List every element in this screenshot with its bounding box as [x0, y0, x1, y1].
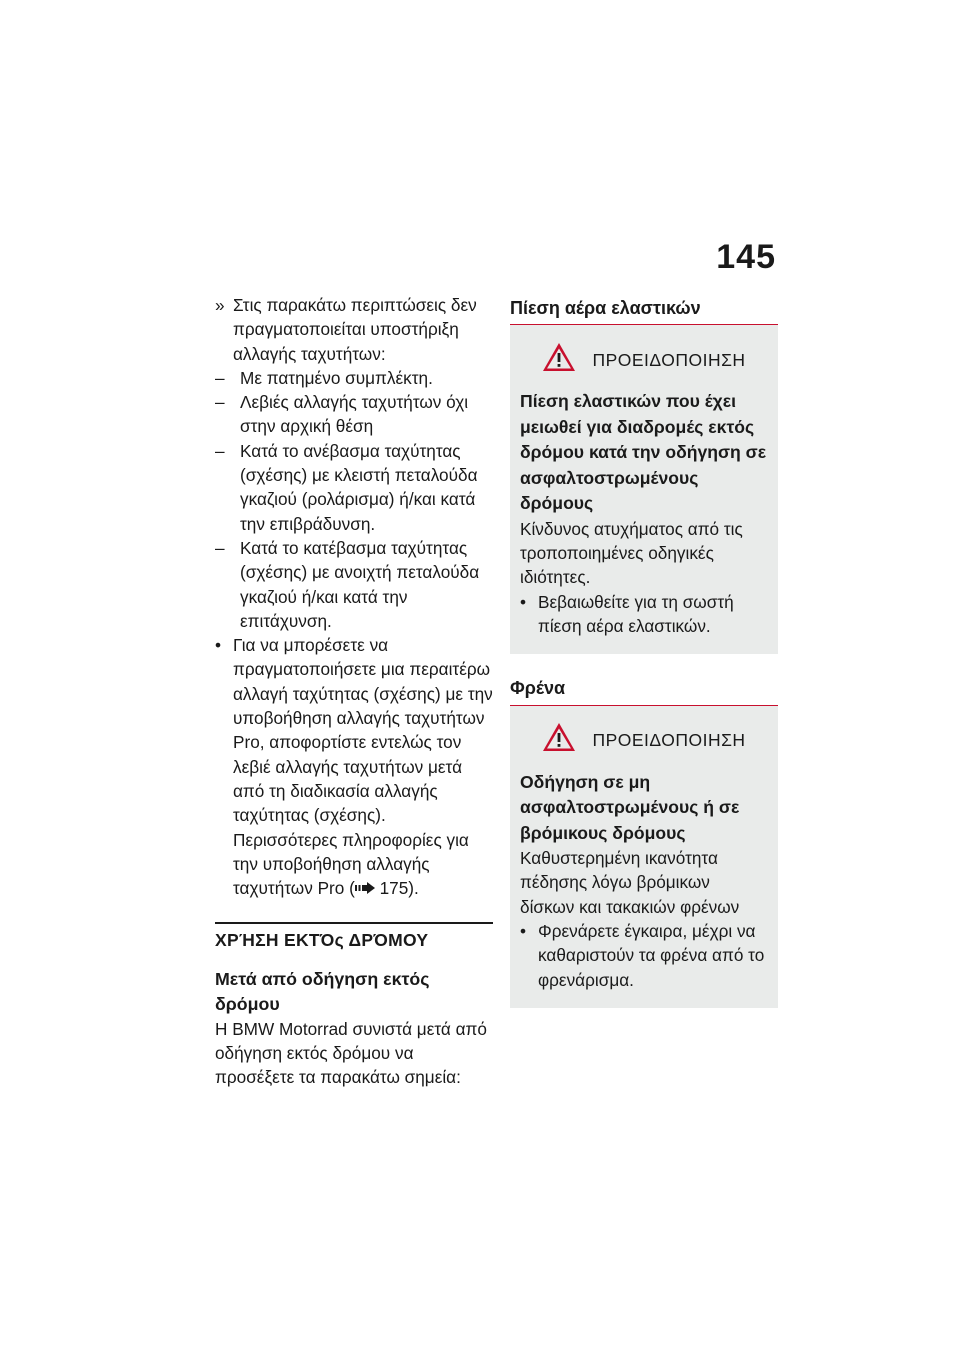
bullet-text: Για να μπορέσετε να πραγματοποιήσετε μια περαιτέρω αλλαγή ταχύτητας (σχέσης) με την υποβοήθηση αλλαγής ταχυτήτων Pro, αποφορτίστε εντελώς τον λεβιέ αλλαγής ταχυτήτων μετά από τη διαδικασία αλλαγής ταχύτητας (σχέσης). Περισσότερες πληροφορίες για την υποβοήθηση αλλαγής ταχυτήτων Pro ( [233, 635, 493, 899]
bullet-marker: • [520, 591, 527, 612]
warning-body: Καθυστερημένη ικανότητα πέδησης λόγω βρόμικων δίσκων και τακακιών φρένων [520, 848, 740, 917]
dash-item [215, 439, 493, 536]
warning-title: Οδήγηση σε μη ασφαλτοστρωμένους ή σε βρόμικους δρόμους [520, 771, 740, 843]
dash-item [215, 366, 493, 390]
bullet-marker: • [520, 920, 527, 941]
dash-marker: – [215, 367, 225, 388]
dash-item [215, 390, 493, 439]
dash-marker: – [215, 440, 225, 461]
offroad-paragraph: Η BMW Motorrad συνιστά μετά από οδήγηση εκτός δρόμου να προσέξετε τα παρακάτω σημεία: [215, 1018, 487, 1088]
bullet-item [215, 633, 493, 900]
dash-text: Κατά το ανέβασμα ταχύτητας (σχέσης) με κλειστή πεταλούδα γκαζιού (ρολάρισμα) ή/και κατά την επιβράδυνση. [240, 440, 478, 534]
warning-bullet-text: Φρενάρετε έγκαιρα, μέχρι να καθαριστούν τα φρένα από το φρενάρισμα. [538, 920, 765, 990]
warning-body: Κίνδυνος ατυχήματος από τις τροποποιημένες οδηγικές ιδιότητες. [520, 518, 743, 588]
right-column [510, 296, 778, 1008]
warning-title: Πίεση ελαστικών που έχει μειωθεί για διαδρομές εκτός δρόμου κατά την οδήγηση σε ασφαλτοστρωμένους δρόμους [520, 391, 767, 514]
intro-text: Στις παρακάτω περιπτώσεις δεν πραγματοποιείται υποστήριξη αλλαγής ταχυτήτων: [233, 295, 477, 364]
warning-label: ΠΡΟΕΙΔΟΠΟΙΗΣΗ [592, 730, 746, 751]
section-divider [215, 922, 493, 924]
left-column [215, 293, 493, 1090]
arrow-right-icon [355, 878, 375, 898]
dash-marker: – [215, 537, 225, 558]
warning-box-tyre [510, 325, 778, 654]
warning-header [520, 724, 768, 758]
warning-bullet [520, 919, 768, 992]
intro-item [215, 293, 493, 366]
tyre-pressure-heading: Πίεση αέρα ελαστικών [510, 296, 778, 325]
page-number: 145 [716, 238, 776, 276]
intro-marker: » [215, 295, 225, 315]
offroad-heading: Μετά από οδήγηση εκτός δρόμου [215, 968, 430, 1014]
warning-header [520, 343, 768, 377]
dash-text: Λεβιές αλλαγής ταχυτήτων όχι στην αρχική θέση [240, 392, 469, 437]
warning-triangle-icon [542, 342, 592, 378]
brakes-heading: Φρένα [510, 676, 778, 705]
warning-box-brakes [510, 706, 778, 1008]
dash-item [215, 536, 493, 633]
warning-bullet [520, 590, 768, 639]
warning-bullet-text: Βεβαιωθείτε για τη σωστή πίεση αέρα ελαστικών. [538, 591, 734, 636]
warning-label: ΠΡΟΕΙΔΟΠΟΙΗΣΗ [592, 350, 746, 371]
dash-marker: – [215, 392, 225, 413]
bullet-marker: • [215, 635, 222, 656]
section-title: ΧΡΉΣΗ ΕΚΤΌς ΔΡΌΜΟΥ [215, 930, 429, 951]
warning-triangle-icon [542, 722, 592, 758]
dash-text: Με πατημένο συμπλέκτη. [240, 367, 433, 388]
page-reference[interactable]: 175). [374, 878, 419, 899]
dash-text: Κατά το κατέβασμα ταχύτητας (σχέσης) με ανοιχτή πεταλούδα γκαζιού ή/και κατά την επιτάχυνση. [240, 537, 480, 631]
